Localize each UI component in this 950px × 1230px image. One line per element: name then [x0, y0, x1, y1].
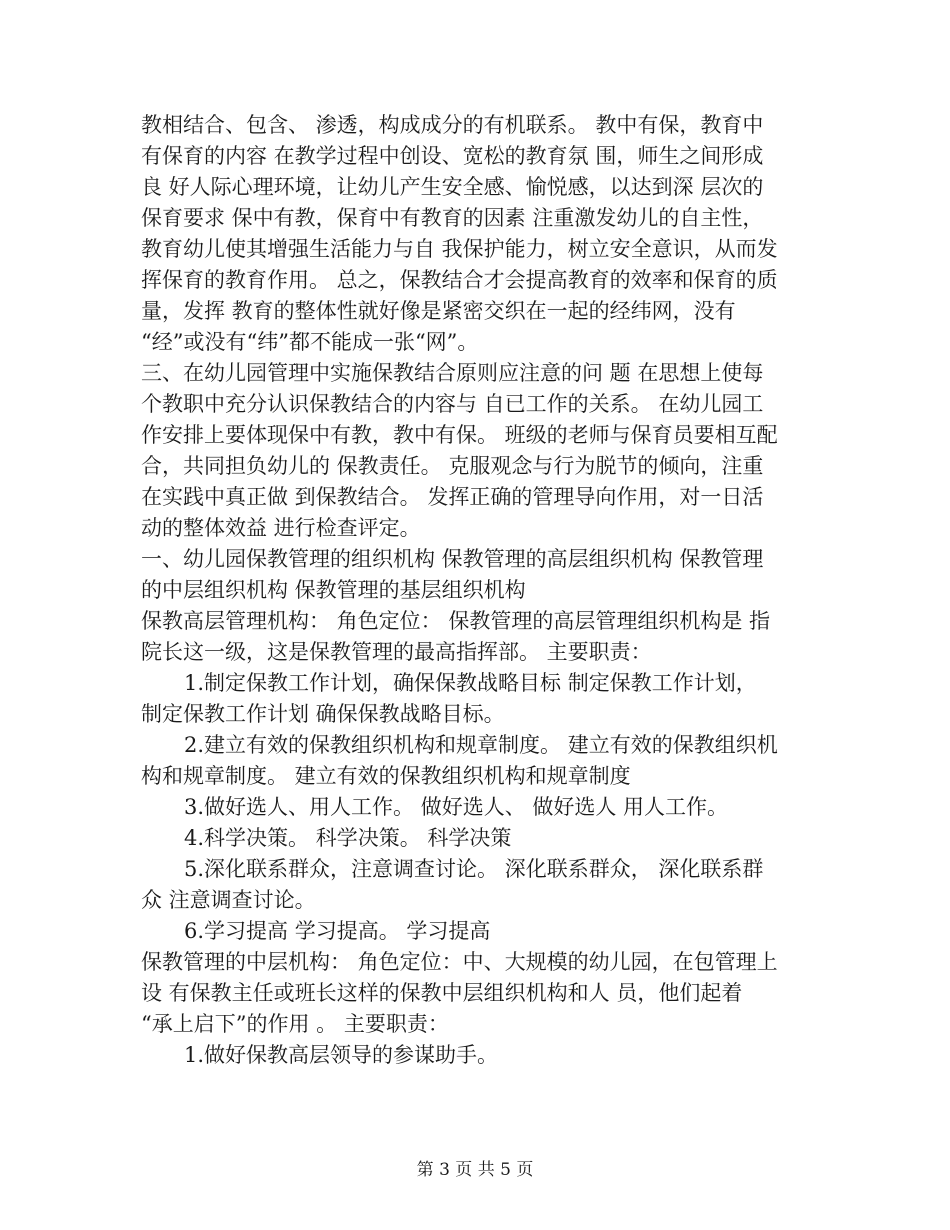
text-line: 的中层组织机构 保教管理的基层组织机构	[141, 578, 526, 602]
text-line: 个教职中充分认识保教结合的内容与 自已工作的关系。 在幼儿园工	[141, 392, 764, 416]
text-line: 1.做好保教高层领导的参谋助手。	[184, 1043, 499, 1067]
text-line: 良 好人际心理环境，让幼儿产生安全感、愉悦感，以达到深 层次的	[141, 175, 764, 199]
text-line: 合，共同担负幼儿的 保教责任。 克服观念与行为脱节的倾向，注重	[141, 454, 764, 478]
text-line: 在实践中真正做 到保教结合。 发挥正确的管理导向作用，对一日活	[141, 485, 764, 509]
text-line: “经”或没有“纬”都不能成一张“网”。	[141, 330, 479, 354]
text-line: 5.深化联系群众，注意调查讨论。 深化联系群众， 深化联系群	[184, 857, 764, 881]
page-footer: 第 3 页 共 5 页	[416, 1160, 534, 1180]
text-line: 一、幼儿园保教管理的组织机构 保教管理的高层组织机构 保教管理	[141, 547, 764, 571]
text-line: 保教管理的中层机构： 角色定位：中、大规模的幼儿园，在包管理上	[141, 950, 778, 974]
text-line: 3.做好选人、用人工作。 做好选人、 做好选人 用人工作。	[184, 795, 729, 819]
text-line: 教育幼儿使其增强生活能力与自 我保护能力，树立安全意识，从而发	[141, 237, 778, 261]
text-line: 量，发挥 教育的整体性就好像是紧密交织在一起的经纬网，没有	[141, 299, 736, 323]
text-line: 6.学习提高 学习提高。 学习提高	[184, 919, 491, 943]
text-line: 三、在幼儿园管理中实施保教结合原则应注意的问 题 在思想上使每	[141, 361, 764, 385]
text-line: 2.建立有效的保教组织机构和规章制度。 建立有效的保教组织机	[184, 733, 778, 757]
text-line: 作安排上要体现保中有教，教中有保。 班级的老师与保育员要相互配	[141, 423, 778, 447]
document-body	[141, 110, 821, 1071]
text-line: 动的整体效益 进行检查评定。	[141, 516, 421, 540]
text-line: 构和规章制度。 建立有效的保教组织机构和规章制度	[141, 764, 631, 788]
text-line: “承上启下”的作用 。 主要职责：	[141, 1012, 449, 1036]
text-line: 挥保育的教育作用。 总之，保教结合才会提高教育的效率和保育的质	[141, 268, 778, 292]
text-line: 保教高层管理机构： 角色定位： 保教管理的高层管理组织机构是 指	[141, 609, 771, 633]
text-line: 设 有保教主任或班长这样的保教中层组织机构和人 员，他们起着	[141, 981, 743, 1005]
text-line: 4.科学决策。 科学决策。 科学决策	[184, 826, 512, 850]
text-line: 有保育的内容 在教学过程中创设、宽松的教育氛 围，师生之间形成	[141, 144, 764, 168]
text-line: 制定保教工作计划 确保保教战略目标。	[141, 702, 505, 726]
text-line: 1.制定保教工作计划，确保保教战略目标 制定保教工作计划，	[184, 671, 757, 695]
text-line: 教相结合、包含、 渗透，构成成分的有机联系。 教中有保，教育中	[141, 113, 764, 137]
text-line: 保育要求 保中有教，保育中有教育的因素 注重激发幼儿的自主性，	[141, 206, 764, 230]
text-line: 院长这一级，这是保教管理的最高指挥部。 主要职责：	[141, 640, 652, 664]
text-line: 众 注意调查讨论。	[141, 888, 316, 912]
